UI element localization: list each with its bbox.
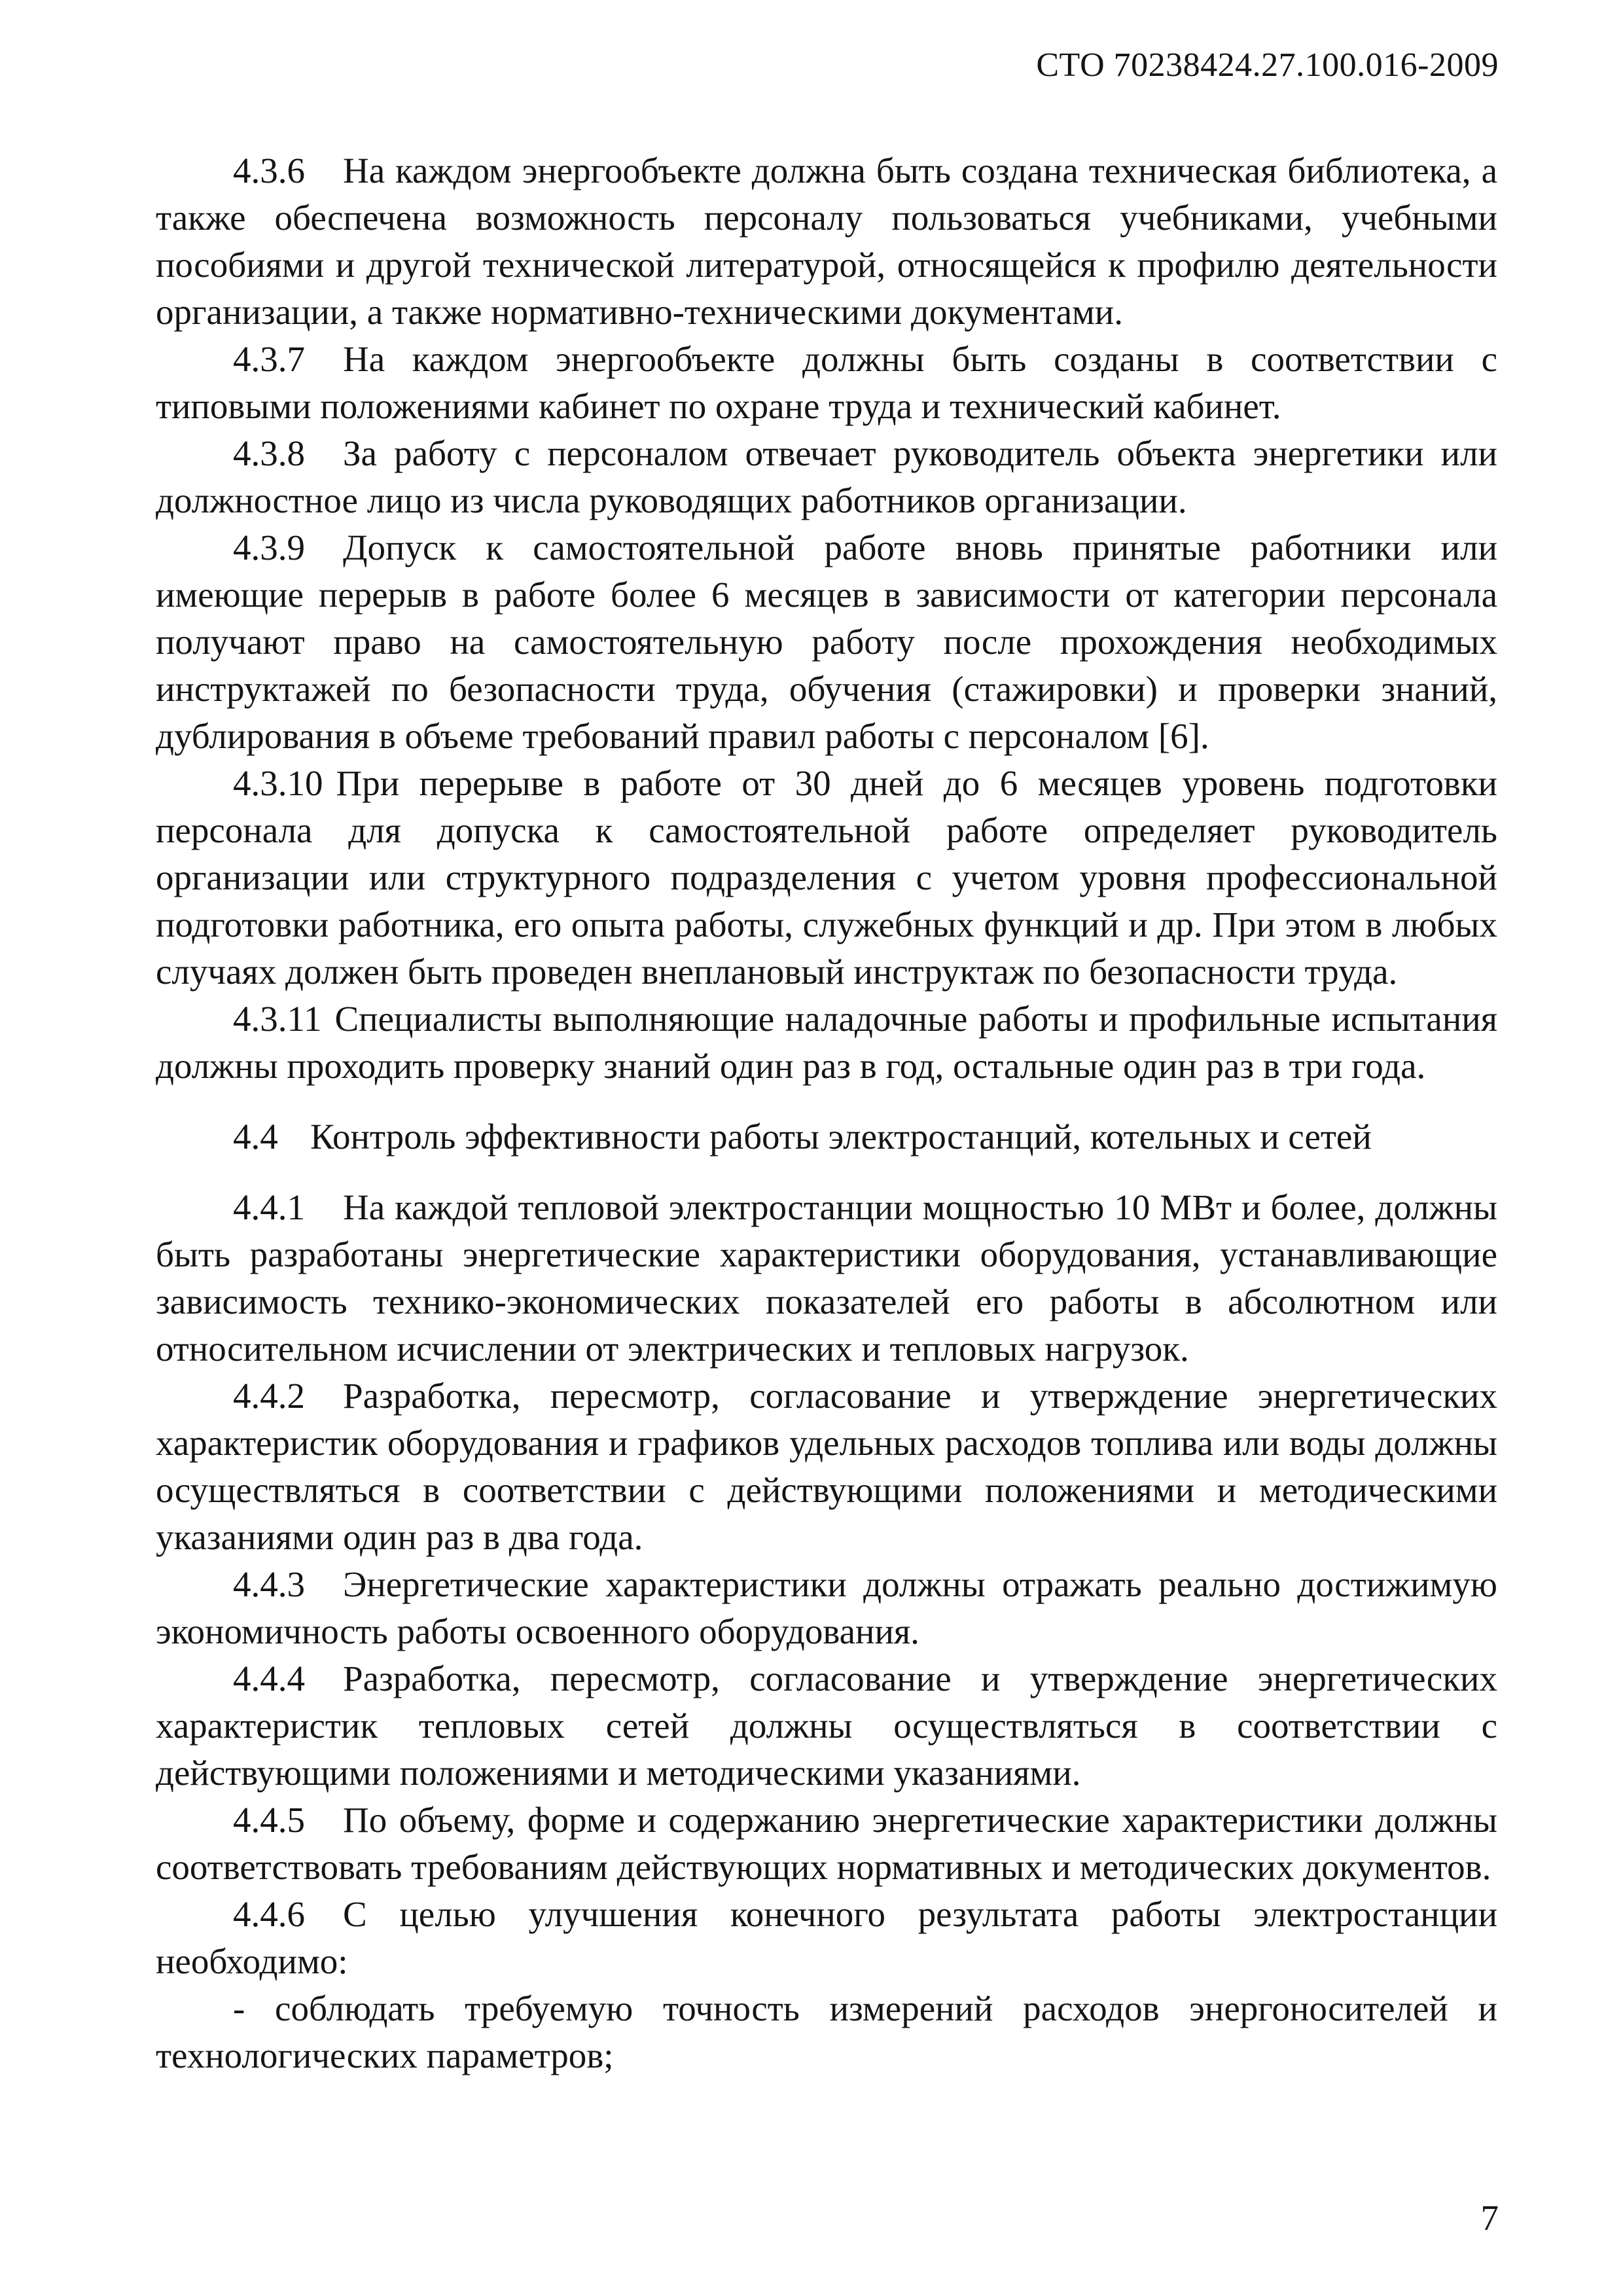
list-item: - соблюдать требуемую точность измерений расходов энергоносителей и технологических параметров; (156, 1988, 1497, 2075)
paragraph-number: 4.3.8 (233, 433, 305, 473)
paragraph-number: 4.4.1 (233, 1187, 305, 1227)
paragraph-number: 4.4.5 (233, 1800, 305, 1840)
paragraph-4-4-6 (156, 1891, 1497, 1985)
paragraph-number: 4.3.10 (233, 763, 323, 803)
paragraph-4-3-7 (156, 336, 1497, 430)
document-body (156, 147, 1497, 2079)
paragraph-number: 4.3.9 (233, 528, 305, 567)
paragraph-number: 4.4.6 (233, 1894, 305, 1934)
paragraph-number: 4.4.4 (233, 1659, 305, 1698)
section-heading (156, 1113, 1497, 1160)
paragraph-text: За работу с персоналом отвечает руководитель объекта энергетики или должностное лицо из числа руководящих работников организации. (156, 433, 1497, 520)
paragraph-4-3-6 (156, 147, 1497, 336)
section-title: Контроль эффективности работы электростанций, котельных и сетей (310, 1117, 1372, 1157)
paragraph-4-3-8 (156, 430, 1497, 524)
paragraph-4-3-10 (156, 760, 1497, 996)
paragraph-text: Допуск к самостоятельной работе вновь принятые работники или имеющие перерыв в работе более 6 месяцев в зависимости от категории персонала получают право на самостоятельную работу после прохождения необходимых инструктажей по безопасности труда, обучения (стажировки) и проверки знаний, дублирования в объеме требований правил работы с персоналом [6]. (156, 528, 1497, 756)
paragraph-4-3-9 (156, 524, 1497, 760)
paragraph-4-4-1 (156, 1184, 1497, 1372)
paragraph-4-4-4 (156, 1655, 1497, 1797)
paragraph-4-4-2 (156, 1372, 1497, 1561)
paragraph-4-4-5 (156, 1797, 1497, 1891)
paragraph-number: 4.3.7 (233, 339, 305, 379)
paragraph-text: На каждой тепловой электростанции мощностью 10 МВт и более, должны быть разработаны энергетические характеристики оборудования, устанавливающие зависимость технико-экономических показателей его работы в абсолютном или относительном исчислении от электрических и тепловых нагрузок. (156, 1187, 1497, 1369)
paragraph-text: На каждом энергообъекте должны быть созданы в соответствии с типовыми положениями кабинет по охране труда и технический кабинет. (156, 339, 1497, 426)
paragraph-number: 4.4.2 (233, 1376, 305, 1416)
paragraph-text: Специалисты выполняющие наладочные работы и профильные испытания должны проходить проверку знаний один раз в год, остальные один раз в три года. (156, 999, 1497, 1086)
paragraph-4-3-11 (156, 996, 1497, 1090)
section-number: 4.4 (233, 1117, 278, 1157)
paragraph-4-4-3 (156, 1561, 1497, 1655)
paragraph-number: 4.3.11 (233, 999, 322, 1039)
paragraph-text: Разработка, пересмотр, согласование и утверждение энергетических характеристик тепловых сетей должны осуществляться в соответствии с действующими положениями и методическими указаниями. (156, 1659, 1497, 1793)
paragraph-number: 4.4.3 (233, 1564, 305, 1604)
paragraph-text: По объему, форме и содержанию энергетические характеристики должны соответствовать требованиям действующих нормативных и методических документов. (156, 1800, 1497, 1887)
paragraph-number: 4.3.6 (233, 151, 305, 190)
page-number: 7 (1480, 2198, 1499, 2238)
paragraph-text: При перерыве в работе от 30 дней до 6 месяцев уровень подготовки персонала для допуска к самостоятельной работе определяет руководитель организации или структурного подразделения с учетом уровня профессиональной подготовки работника, его опыта работы, служебных функций и др. При этом в любых случаях должен быть проведен внеплановый инструктаж по безопасности труда. (156, 763, 1497, 992)
paragraph-text: С целью улучшения конечного результата работы электростанции необходимо: (156, 1894, 1497, 1981)
paragraph-text: На каждом энергообъекте должна быть создана техническая библиотека, а также обеспечена возможность персоналу пользоваться учебниками, учебными пособиями и другой технической литературой, относящейся к профилю деятельности организации, а также нормативно-техническими документами. (156, 151, 1497, 332)
paragraph-text: Энергетические характеристики должны отражать реально достижимую экономичность работы освоенного оборудования. (156, 1564, 1497, 1651)
document-code: СТО 70238424.27.100.016-2009 (1036, 46, 1499, 84)
paragraph-text: Разработка, пересмотр, согласование и утверждение энергетических характеристик оборудования и графиков удельных расходов топлива или воды должны осуществляться в соответствии с действующими положениями и методическими указаниями один раз в два года. (156, 1376, 1497, 1557)
